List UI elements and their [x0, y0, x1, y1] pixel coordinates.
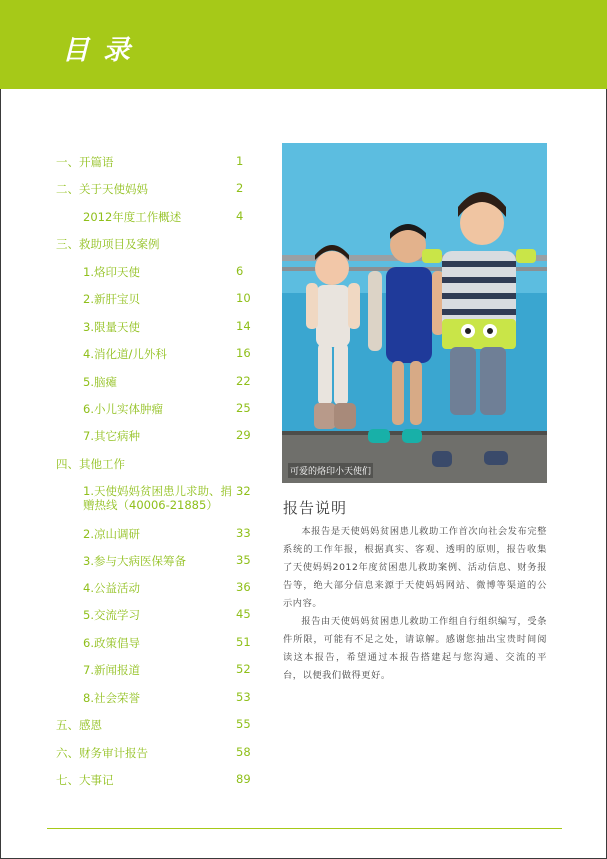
toc-entry-page: 10: [236, 291, 251, 305]
toc-entry[interactable]: [0, 580, 260, 600]
toc-entry-page: 2: [236, 181, 244, 195]
toc-entry-label: 7.新闻报道: [83, 663, 140, 677]
page-title: 目录: [62, 35, 144, 66]
toc-entry[interactable]: [0, 346, 260, 366]
report-paragraph: 本报告是天使妈妈贫困患儿救助工作首次向社会发布完整系统的工作年报，根据真实、客观、透明的原则，报告收集了天使妈妈2012年度贫困患儿救助案例、活动信息、财务报告等，绝大部分信息来源于天使妈妈网站、微博等渠道的公示内容。: [283, 526, 547, 609]
toc-entry-label: 二、关于天使妈妈: [56, 182, 148, 196]
toc-entry[interactable]: [0, 456, 260, 476]
toc-entry-page: 58: [236, 745, 251, 759]
report-body: [283, 523, 547, 685]
toc-entry-label: 6.小儿实体肿瘤: [83, 402, 163, 416]
toc-entry[interactable]: [0, 526, 260, 546]
toc-entry[interactable]: [0, 484, 260, 516]
toc-entry-page: 35: [236, 553, 251, 567]
report-title: 报告说明: [283, 499, 348, 517]
toc-entry-label: 4.消化道/儿外科: [83, 347, 167, 361]
toc-entry[interactable]: [0, 553, 260, 573]
toc-entry[interactable]: [0, 236, 260, 256]
toc-entry[interactable]: [0, 717, 260, 737]
toc-entry[interactable]: [0, 401, 260, 421]
toc-entry-page: 16: [236, 346, 251, 360]
toc-entry-label: 6.政策倡导: [83, 636, 140, 650]
toc-entry-label: 5.交流学习: [83, 608, 140, 622]
toc-entry-label: 五、感恩: [56, 718, 102, 732]
toc-entry[interactable]: [0, 772, 260, 792]
toc-entry[interactable]: [0, 264, 260, 284]
toc-entry[interactable]: [0, 374, 260, 394]
toc-entry[interactable]: [0, 209, 260, 229]
toc-entry-page: 4: [236, 209, 244, 223]
children-photo: [282, 143, 547, 483]
toc-entry[interactable]: [0, 690, 260, 710]
toc-entry[interactable]: [0, 181, 260, 201]
toc-entry-page: 1: [236, 154, 244, 168]
toc-entry-page: 45: [236, 607, 251, 621]
photo-illustration: [282, 143, 547, 483]
header-band: [0, 0, 607, 89]
toc-entry-label: 一、开篇语: [56, 155, 114, 169]
toc-entry[interactable]: [0, 745, 260, 765]
toc-entry-label: 4.公益活动: [83, 581, 140, 595]
footer-divider: [47, 828, 562, 829]
toc-entry[interactable]: [0, 319, 260, 339]
toc-entry-page: 6: [236, 264, 244, 278]
toc-entry-label: 六、财务审计报告: [56, 746, 148, 760]
toc-entry-label: 四、其他工作: [56, 457, 125, 471]
photo-caption: 可爱的烙印小天使们: [288, 463, 373, 478]
toc-entry-page: 22: [236, 374, 251, 388]
toc-entry-page: 89: [236, 772, 251, 786]
toc-entry-page: 14: [236, 319, 251, 333]
toc-entry-label: 2.凉山调研: [83, 527, 140, 541]
toc-entry-page: 53: [236, 690, 251, 704]
toc-entry-label: 3.参与大病医保筹备: [83, 554, 186, 568]
toc-entry-page: 55: [236, 717, 251, 731]
toc-entry[interactable]: [0, 607, 260, 627]
toc-entry[interactable]: [0, 662, 260, 682]
toc-entry[interactable]: [0, 291, 260, 311]
toc-entry-label: 8.社会荣誉: [83, 691, 140, 705]
toc-entry-label: 3.限量天使: [83, 320, 140, 334]
toc-entry-label: 1.天使妈妈贫困患儿求助、捐赠热线（40006-21885）: [83, 484, 232, 512]
toc-entry[interactable]: [0, 428, 260, 448]
toc-entry-label: 1.烙印天使: [83, 265, 140, 279]
toc-entry-page: 36: [236, 580, 251, 594]
toc-entry-label: 七、大事记: [56, 773, 114, 787]
toc-entry-label: 2.新肝宝贝: [83, 292, 140, 306]
toc-entry-label: 7.其它病种: [83, 429, 140, 443]
toc-entry-page: 29: [236, 428, 251, 442]
toc-entry-label: 5.脑瘫: [83, 375, 117, 389]
report-paragraph: 报告由天使妈妈贫困患儿救助工作组自行组织编写，受条件所限，可能有不足之处，请谅解。感谢您抽出宝贵时间阅读这本报告，希望通过本报告搭建起与您沟通、交流的平台，以便我们做得更好。: [283, 616, 547, 681]
toc-entry-page: 25: [236, 401, 251, 415]
toc-entry-label: 三、救助项目及案例: [56, 237, 160, 251]
toc-entry-page: 52: [236, 662, 251, 676]
toc-entry-page: 51: [236, 635, 251, 649]
toc-entry[interactable]: [0, 635, 260, 655]
toc-entry-label: 2012年度工作概述: [83, 210, 182, 224]
toc-entry-page: 33: [236, 526, 251, 540]
toc-entry-page: 32: [236, 484, 251, 498]
toc-entry[interactable]: [0, 154, 260, 174]
